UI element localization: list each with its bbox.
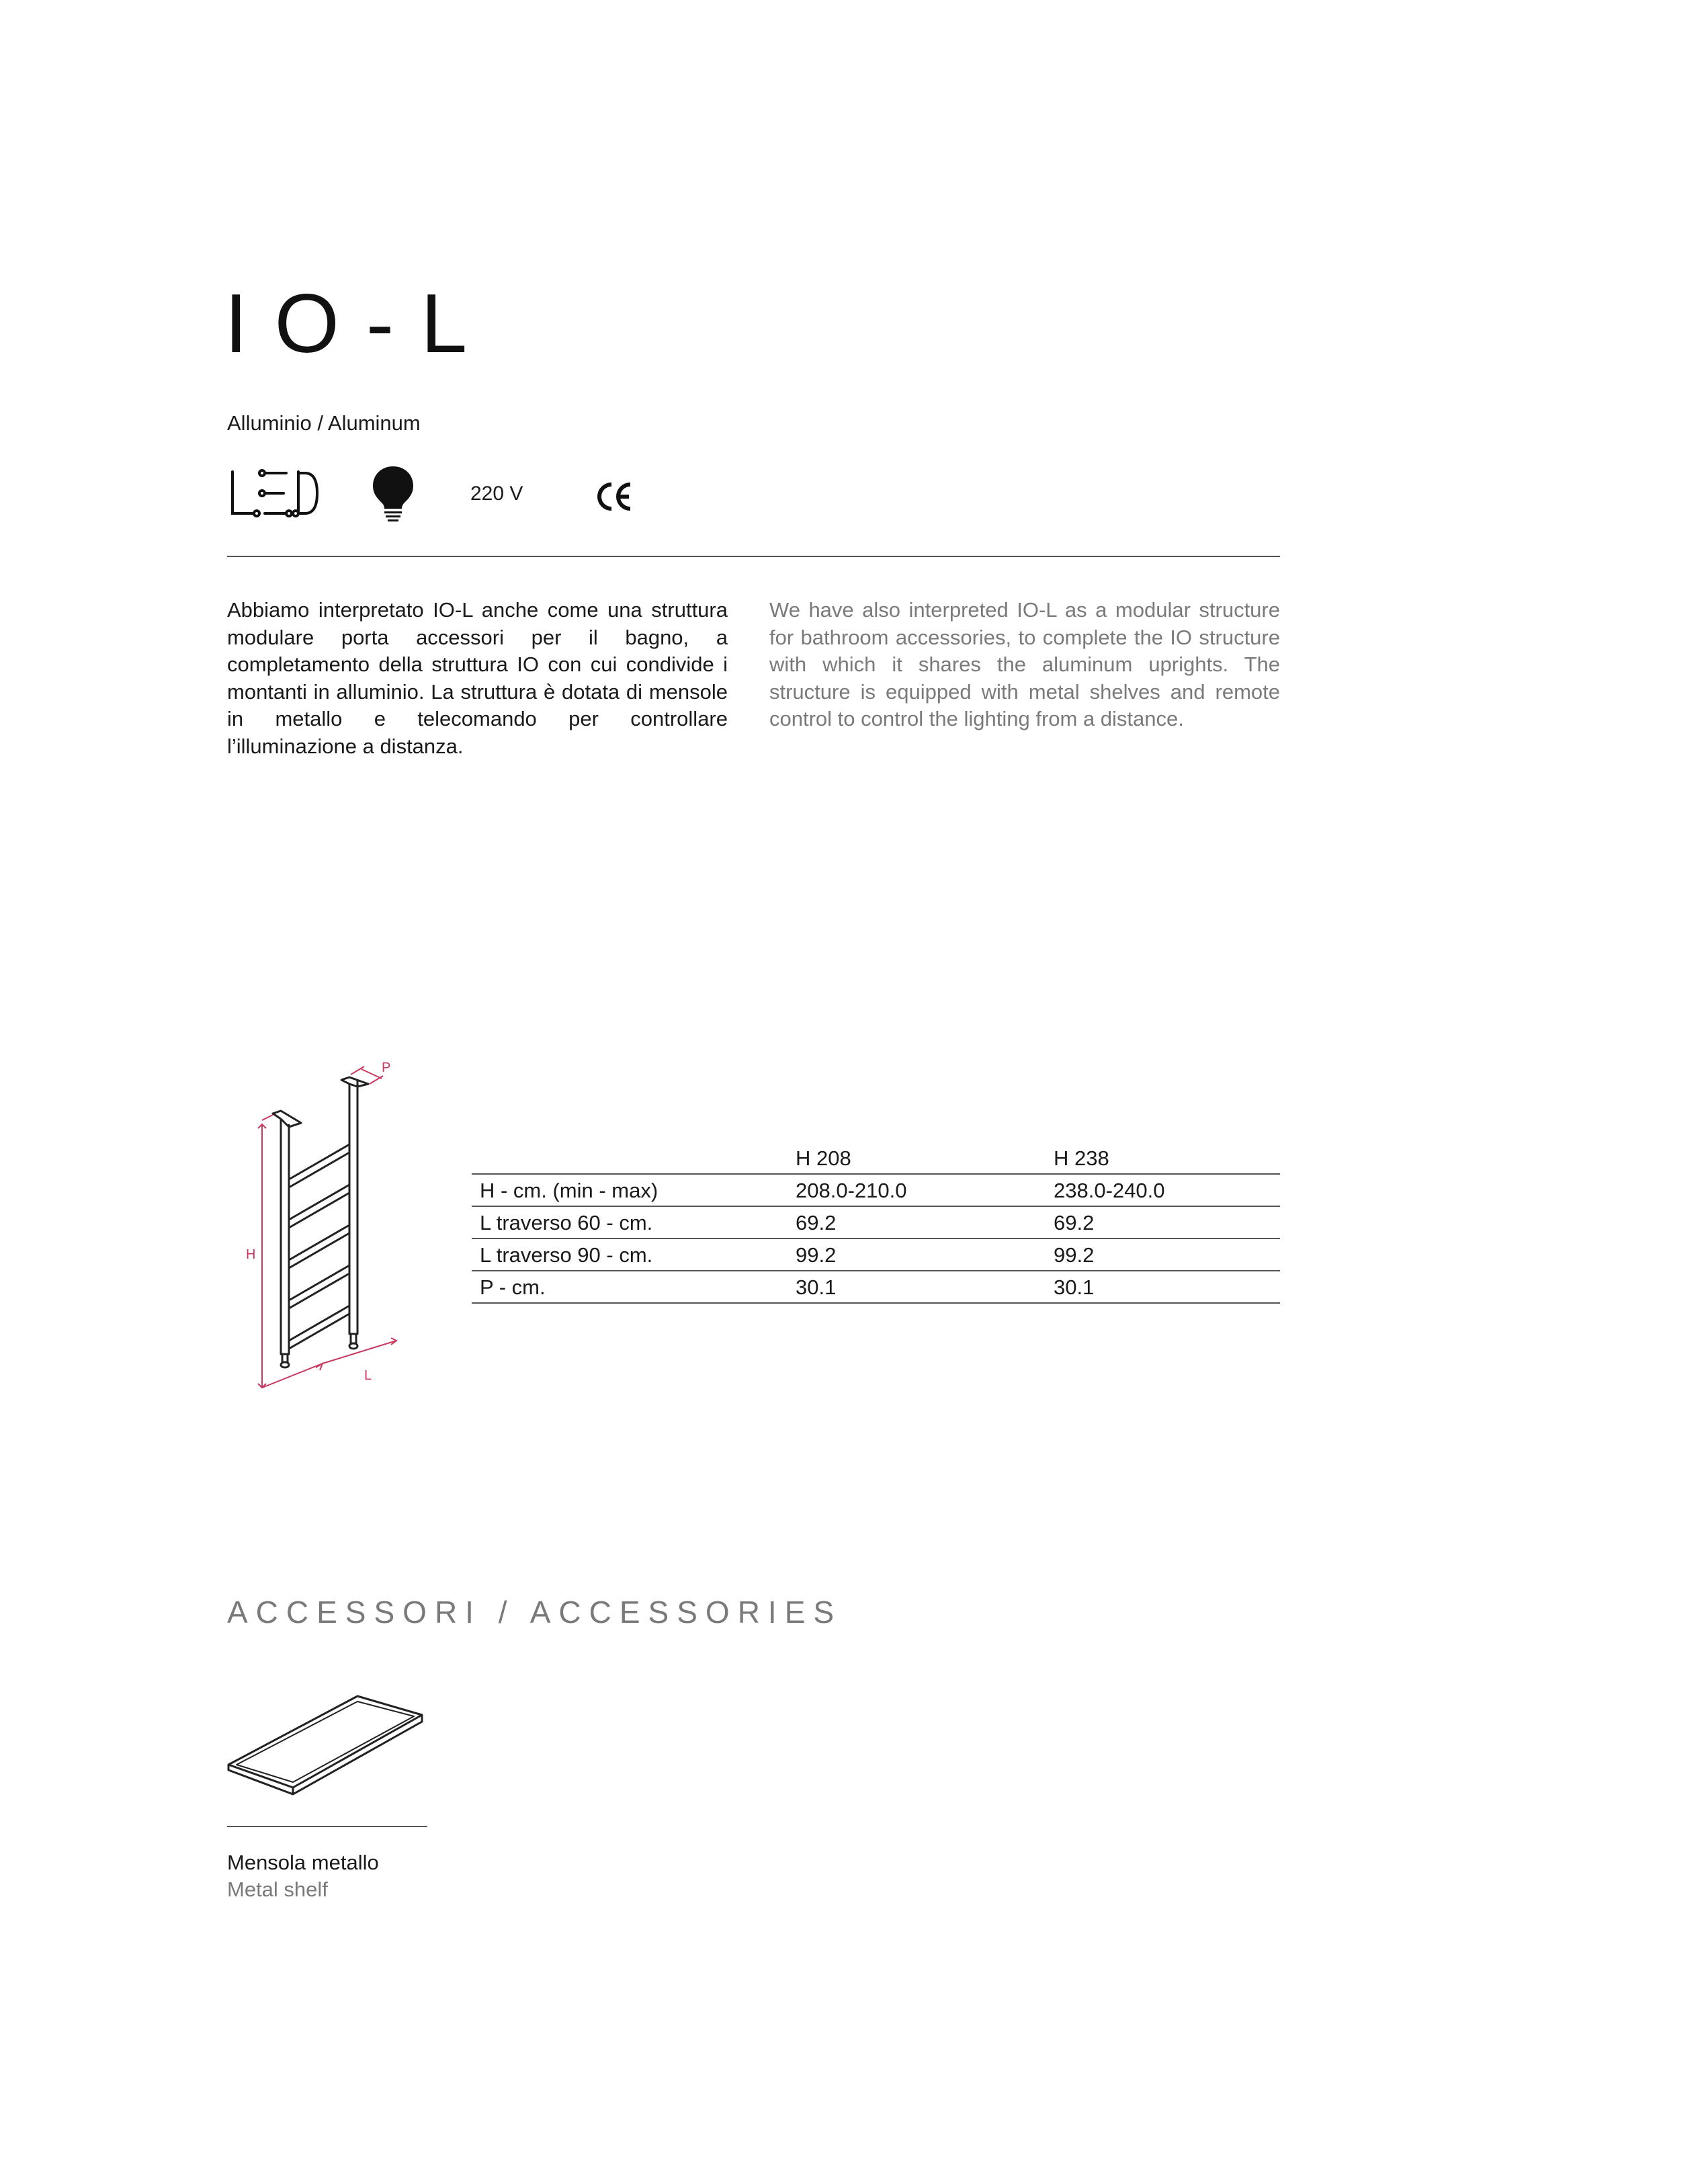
lightbulb-icon <box>371 465 415 526</box>
dimension-lines <box>258 1066 396 1388</box>
structure-outline <box>273 1077 368 1368</box>
voltage-label: 220 V <box>470 482 523 505</box>
table-row <box>472 1206 1280 1238</box>
description-italian: Abbiamo interpretato IO-L anche come una struttura modulare porta accessori per il bagno, a completamento della struttura IO con cui condivide i montanti in alluminio. La struttura è dotata di mensole in metallo e telecomando per controllare l’illuminazione a distanza. <box>227 598 728 758</box>
table-cell: 99.2 <box>788 1238 1046 1271</box>
table-row <box>472 1271 1280 1303</box>
column-header: H 208 <box>788 1142 1046 1174</box>
table-cell: 30.1 <box>1046 1271 1280 1303</box>
table-cell: 69.2 <box>1046 1206 1280 1238</box>
table-row <box>472 1238 1280 1271</box>
product-dimension-drawing <box>235 1045 410 1401</box>
column-header: H 238 <box>1046 1142 1280 1174</box>
feature-icons-row <box>227 465 697 526</box>
table-cell: 208.0-210.0 <box>788 1174 1046 1206</box>
table-header-row <box>472 1142 1280 1174</box>
description-english: We have also interpreted IO-L as a modular structure for bathroom accessories, to complete the IO structure with which it shares the aluminum uprights. The structure is equipped with metal shelves and remote control to control the lighting from a distance. <box>769 598 1280 730</box>
table-cell: 99.2 <box>1046 1238 1280 1271</box>
row-label: L traverso 90 - cm. <box>472 1238 788 1271</box>
column-header <box>472 1142 788 1174</box>
table-cell: 30.1 <box>788 1271 1046 1303</box>
metal-shelf-drawing <box>226 1687 430 1814</box>
table-cell: 238.0-240.0 <box>1046 1174 1280 1206</box>
material-label: Alluminio / Aluminum <box>227 411 421 435</box>
accessory-name-italian: Mensola metallo <box>227 1851 379 1874</box>
row-label: P - cm. <box>472 1271 788 1303</box>
ce-mark-icon <box>594 481 634 512</box>
table-cell: 69.2 <box>788 1206 1046 1238</box>
product-title: IO-L <box>224 278 495 370</box>
table-row <box>472 1174 1280 1206</box>
led-icon <box>227 469 321 519</box>
row-label: H - cm. (min - max) <box>472 1174 788 1206</box>
row-label: L traverso 60 - cm. <box>472 1206 788 1238</box>
accessory-divider <box>227 1826 427 1827</box>
accessory-name-english: Metal shelf <box>227 1878 328 1901</box>
accessories-heading: ACCESSORI / ACCESSORIES <box>227 1595 843 1630</box>
dimension-label-h: H <box>246 1247 256 1262</box>
dimension-label-l: L <box>364 1368 372 1383</box>
dimension-label-p: P <box>382 1060 391 1075</box>
specifications-table <box>472 1142 1280 1304</box>
section-divider <box>227 556 1280 557</box>
